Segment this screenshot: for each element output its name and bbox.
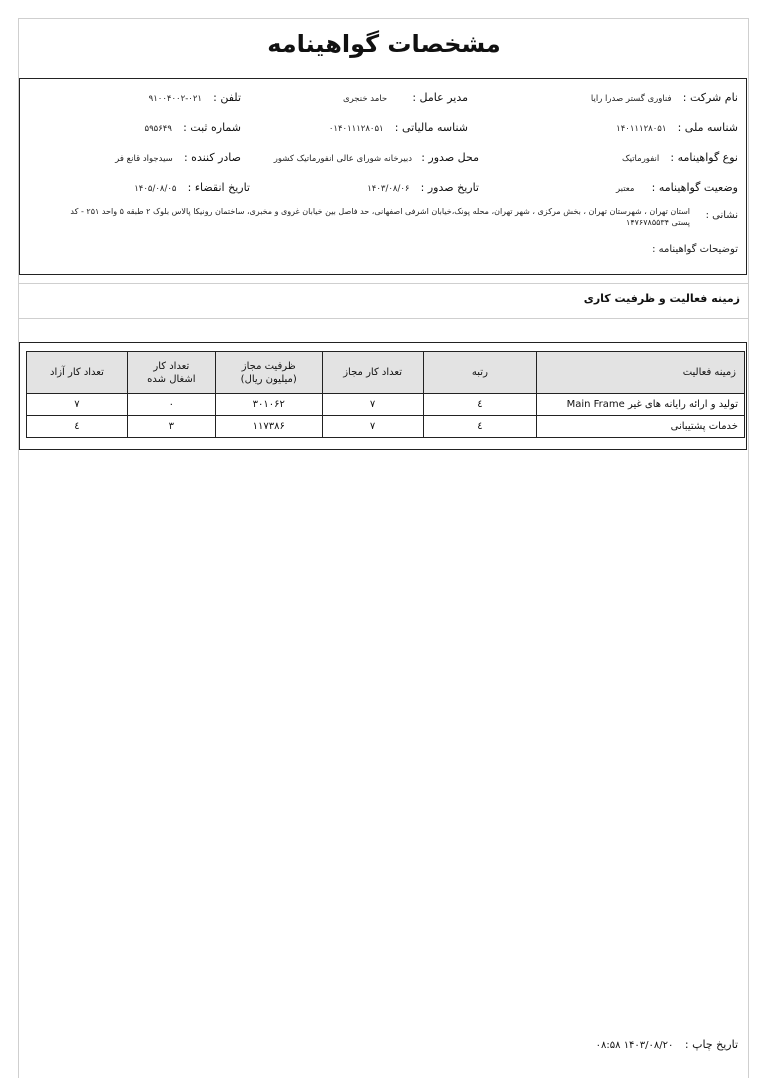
header-allowed-jobs: تعداد کار مجاز [322, 352, 423, 394]
phone-field [149, 91, 241, 104]
cert-status-label: وضعیت گواهینامه : [651, 181, 738, 194]
section-divider-top [18, 283, 749, 284]
issuer-label: صادر کننده : [183, 151, 241, 164]
print-date-label: تاریخ چاپ : [684, 1038, 738, 1051]
table-row [27, 394, 745, 416]
issuer-value: سیدجواد قانع فر [115, 154, 173, 164]
table-row [27, 416, 745, 438]
cert-type-field [622, 151, 738, 164]
address-label: نشانی : [705, 210, 738, 221]
cert-status-field [616, 181, 738, 194]
cell-field: خدمات پشتیبانی [537, 416, 745, 438]
issue-place-field [274, 151, 479, 164]
header-occupied-line-2: اشغال شده [147, 373, 196, 385]
company-name-label: نام شرکت : [682, 91, 738, 104]
address-value [36, 206, 690, 228]
print-date [596, 1038, 738, 1051]
issue-date-value: ۱۴۰۳/۰۸/۰۶ [367, 184, 410, 194]
ceo-label: مدیر عامل : [412, 91, 468, 104]
cell-allowed: ٧ [322, 394, 423, 416]
national-id-field [616, 121, 738, 134]
issuer-field [115, 151, 241, 164]
tax-id-label: شناسه مالیاتی : [394, 121, 468, 134]
header-occupied-line-1: تعداد کار [153, 360, 190, 372]
cell-rank: ٤ [423, 416, 537, 438]
issue-place-value: دبیرخانه شورای عالی انفورماتیک کشور [273, 154, 413, 164]
header-capacity-line-2: (میلیون ریال) [240, 373, 297, 385]
print-date-value: ۱۴۰۳/۰۸/۲۰ ۰۸:۵۸ [595, 1040, 674, 1051]
registration-no-field [145, 121, 241, 134]
cell-occupied: ۰ [127, 394, 215, 416]
header-free-jobs: تعداد کار آزاد [27, 352, 128, 394]
page-title: مشخصات گواهینامه [267, 30, 501, 58]
cell-rank: ٤ [423, 394, 537, 416]
registration-no-value: ۵۹۵۶۴۹ [144, 124, 172, 134]
issue-date-field [367, 181, 479, 194]
national-id-value: ۱۴۰۱۱۱۲۸۰۵۱ [616, 124, 667, 134]
certificate-info-box [19, 78, 747, 275]
section-divider-bottom [18, 318, 749, 319]
national-id-label: شناسه ملی : [677, 121, 738, 134]
issue-date-label: تاریخ صدور : [420, 181, 479, 194]
company-name-field [591, 91, 738, 104]
cell-free: ٧ [27, 394, 128, 416]
header-occupied [127, 352, 215, 394]
registration-no-label: شماره ثبت : [183, 121, 241, 134]
cert-description-label: توضیحات گواهینامه : [652, 244, 738, 255]
expiry-date-field [134, 181, 250, 194]
cell-free: ٤ [27, 416, 128, 438]
table-header-row [27, 352, 745, 394]
expiry-date-label: تاریخ انقضاء : [187, 181, 250, 194]
header-field: زمینه فعالیت [537, 352, 745, 394]
company-name-value: فناوری گستر صدرا رایا [590, 94, 672, 104]
activity-table [26, 351, 745, 438]
phone-label: تلفن : [213, 91, 241, 104]
header-capacity [215, 352, 322, 394]
address-line-1: استان تهران ، شهرستان تهران ، بخش مرکزی ، شهر تهران، محله پونک،خیابان اشرفی اصفهانی، حد فاصل بین خیابان غروی و مخبری، ساختمان رونیکا پالاس بلوک ۲ طبقه ۵ واحد ۲۵۱ - کد [70, 207, 690, 216]
cell-capacity: ۳۰۱۰۶۲ [215, 394, 322, 416]
tax-id-field [329, 121, 468, 134]
tax-id-value: ۰۱۴۰۱۱۱۲۸۰۵۱ [328, 124, 384, 134]
ceo-value: حامد خنجری [342, 94, 388, 104]
expiry-date-value: ۱۴۰۵/۰۸/۰۵ [134, 184, 177, 194]
section-title: زمینه فعالیت و ظرفیت کاری [583, 292, 740, 305]
cert-status-value: معتبر [615, 184, 635, 194]
header-capacity-line-1: ظرفیت مجاز [241, 360, 296, 372]
issue-place-label: محل صدور : [421, 151, 479, 164]
cell-allowed: ٧ [322, 416, 423, 438]
cert-type-label: نوع گواهینامه : [670, 151, 738, 164]
address-line-2: پستی ۱۴۷۶۷۸۵۵۳۴ [626, 218, 690, 227]
cert-type-value: انفورماتیک [622, 154, 660, 164]
phone-value: ۰۲۱-۹۱۰۰۴۰۰۲ [148, 94, 202, 104]
cell-field: تولید و ارائه رایانه های غیر Main Frame [537, 394, 745, 416]
ceo-field [343, 91, 468, 104]
cell-capacity: ۱۱۷۳۸۶ [215, 416, 322, 438]
header-rank: رتبه [423, 352, 537, 394]
cell-occupied: ۳ [127, 416, 215, 438]
